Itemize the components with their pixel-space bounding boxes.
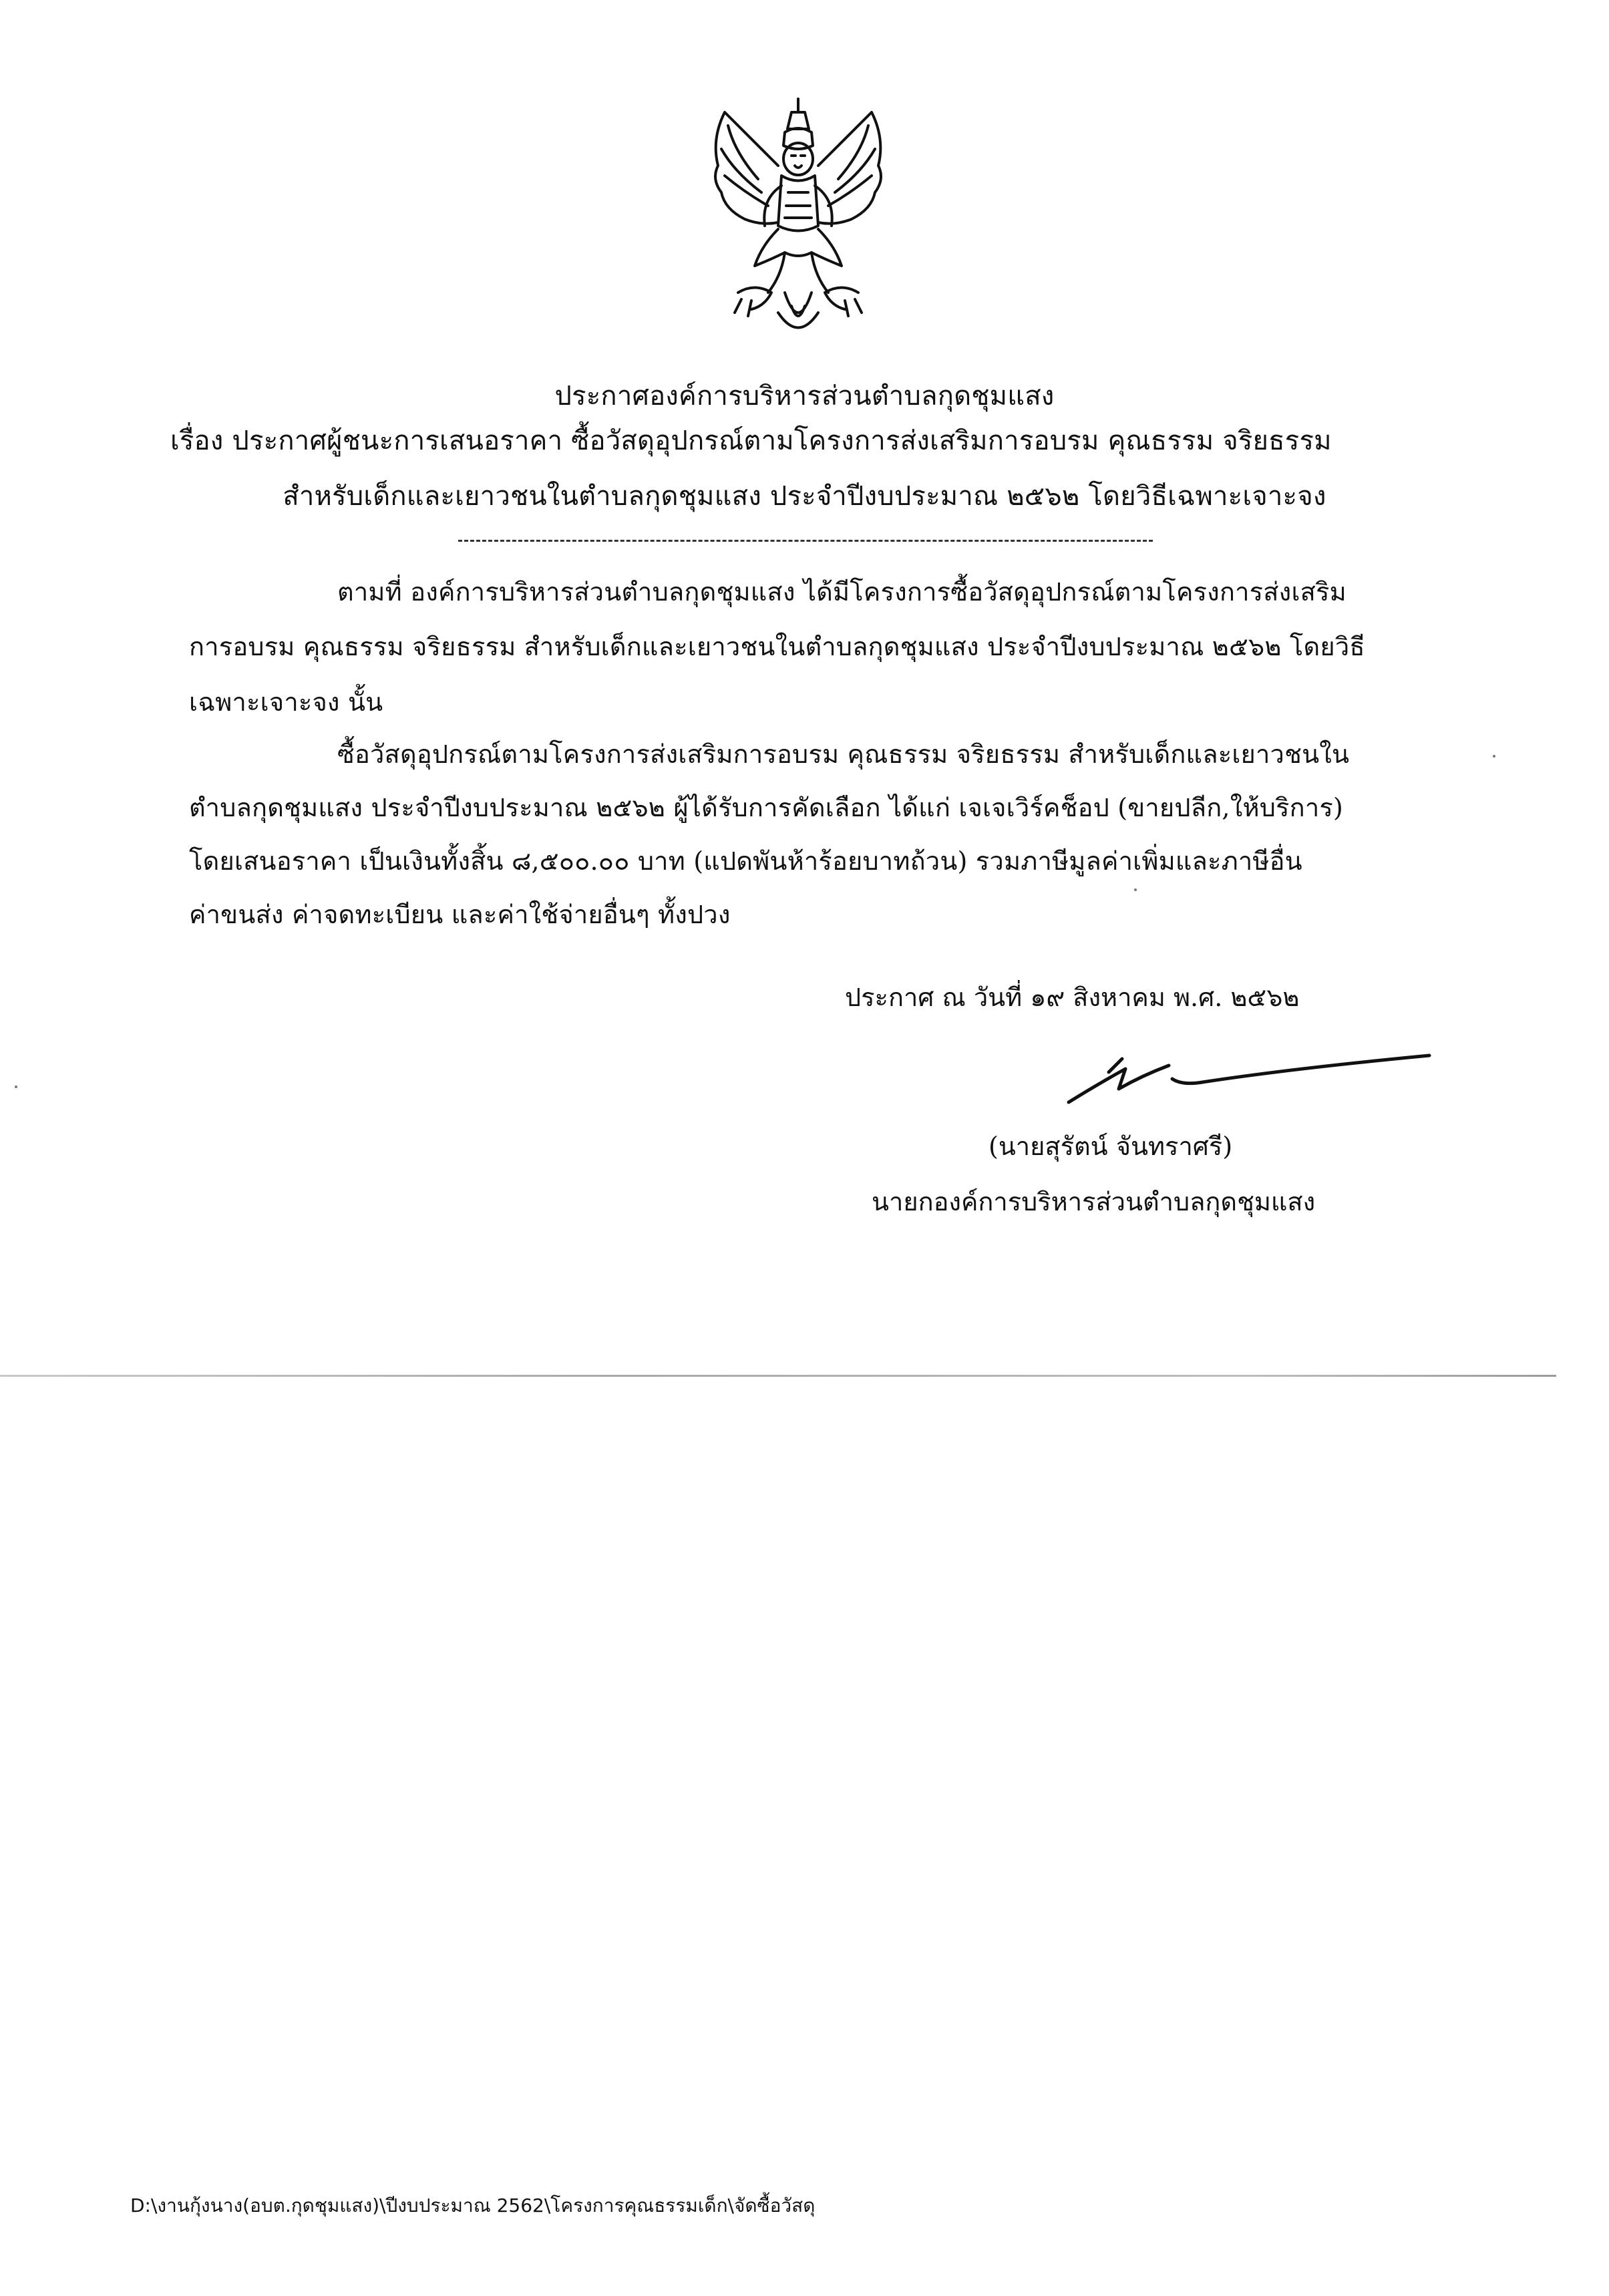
paragraph-2-line: ตำบลกุดชุมแสง ประจำปีงบประมาณ ๒๕๖๒ ผู้ได้รับการคัดเลือก ได้แก่ เจเจเวิร์คช็อป (ขายปลีก,ให้บริการ) [189,793,1344,822]
subject-line: เรื่อง ประกาศผู้ชนะการเสนอราคา ซื้อวัสดุอุปกรณ์ตามโครงการส่งเสริมการอบรม คุณธรรม จริยธรรม [170,426,1332,456]
announcement-title: ประกาศองค์การบริหารส่วนตำบลกุดชุมแสง [554,381,1055,412]
paragraph-1-line: เฉพาะเจาะจง นั้น [189,687,383,717]
paragraph-2-line: ค่าขนส่ง ค่าจดทะเบียน และค่าใช้จ่ายอื่นๆ ทั้งปวง [189,900,731,929]
subject-line-continued: สำหรับเด็กและเยาวชนในตำบลกุดชุมแสง ประจำปีงบประมาณ ๒๕๖๒ โดยวิธีเฉพาะเจาะจง [283,481,1326,512]
signer-title: นายกองค์การบริหารส่วนตำบลกุดชุมแสง [872,1187,1316,1216]
handwritten-signature [1055,1039,1456,1119]
file-path-footer: D:\งานกุ้งนาง(อบต.กุดชุมแสง)\ปีงบประมาณ 2562\โครงการคุณธรรมเด็ก\จัดซื้อวัสดุ [130,2194,816,2217]
scan-speck [1134,888,1137,891]
divider [458,540,1153,542]
garuda-emblem-icon [698,92,898,346]
announcement-date: ประกาศ ณ วันที่ ๑๙ สิงหาคม พ.ศ. ๒๕๖๒ [845,983,1300,1012]
paragraph-2-line: ซื้อวัสดุอุปกรณ์ตามโครงการส่งเสริมการอบรม คุณธรรม จริยธรรม สำหรับเด็กและเยาวชนใน [337,740,1350,769]
scan-speck [1493,755,1495,758]
paragraph-1-line: ตามที่ องค์การบริหารส่วนตำบลกุดชุมแสง ได้มีโครงการซื้อวัสดุอุปกรณ์ตามโครงการส่งเสริม [337,577,1347,607]
scan-speck [15,1086,17,1088]
paragraph-1-line: การอบรม คุณธรรม จริยธรรม สำหรับเด็กและเยาวชนในตำบลกุดชุมแสง ประจำปีงบประมาณ ๒๕๖๒ โดยวิธี [189,632,1365,661]
signer-name: (นายสุรัตน์ จันทราศรี) [989,1132,1233,1161]
paragraph-2-line: โดยเสนอราคา เป็นเงินทั้งสิ้น ๘,๕๐๐.๐๐ บาท (แปดพันห้าร้อยบาทถ้วน) รวมภาษีมูลค่าเพิ่มและภาษีอื่น [189,846,1302,876]
page-fold-line [0,1375,1556,1377]
